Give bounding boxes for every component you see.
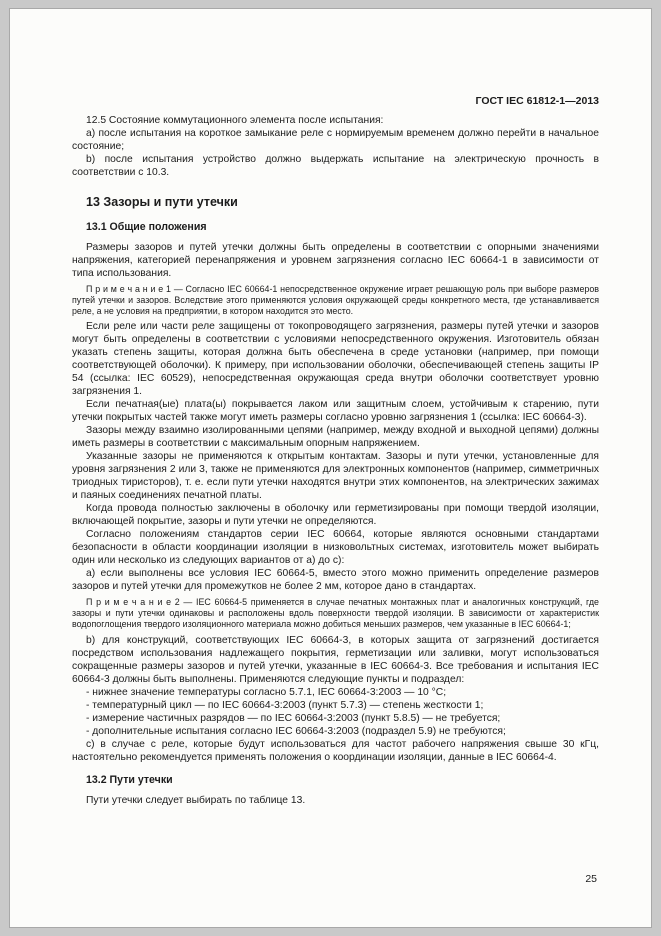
document-page: [9, 8, 652, 928]
paragraph: b) после испытания устройство должно выдержать испытание на электрическую прочность в соответствии с 10.3.: [72, 154, 599, 178]
paragraph: Зазоры между взаимно изолированными цепями (например, между входной и выходной цепями) должны иметь размеры в соответствии с максимальным опорным напряжением.: [72, 425, 599, 450]
paragraph: 12.5 Состояние коммутационного элемента после испытания:: [86, 115, 384, 126]
note: П р и м е ч а н и е 2 — IEC 60664-5 применяется в случае печатных монтажных плат и аналогичных конструкций, где зазоры и пути утечки одинаковы и расположены вдоль поверхности твердой изоляции. В зависимости от характеристик водопоглощения твердого изоляционного материала можно добиться меньших размеров, чем указанные в IEC 60664-1;: [72, 597, 599, 629]
page-number: 25: [585, 873, 597, 885]
paragraph: a) если выполнены все условия IEC 60664-5, вместо этого можно применить определение размеров зазоров и путей утечки для промежутков не более 2 мм, которое дано в стандартах.: [72, 568, 599, 593]
paragraph: Когда провода полностью заключены в оболочку или герметизированы при помощи твердой изоляции, включающей покрытие, зазоры и пути утечки не определяются.: [72, 503, 599, 528]
list-item: - температурный цикл — по IEC 60664-3:2003 (пункт 5.7.3) — степень жесткости 1;: [86, 699, 484, 711]
paragraph: Если печатная(ые) плата(ы) покрывается лаком или защитным слоем, устойчивым к старению, пути утечки покрытых частей также могут иметь размеры согласно уровню загрязнения 1 (ссылка: IEC 60664-3).: [72, 399, 599, 424]
section-heading: 13 Зазоры и пути утечки: [86, 195, 238, 209]
note: П р и м е ч а н и е 1 — Согласно IEC 60664-1 непосредственное окружение играет решающую роль при выборе размеров путей утечки и зазоров. Вследствие этого применяются условия окружающей среды конкретного места, где устанавливается реле, а не условия на предприятии, в котором находится это место.: [72, 284, 599, 316]
paragraph: Согласно положениям стандартов серии IEC 60664, которые являются основными стандартами безопасности в области координации изоляции в низковольтных системах, изготовитель может выбирать один или несколько из следующих вариантов от a) до c):: [72, 529, 599, 567]
list-item: - измерение частичных разрядов — по IEC 60664-3:2003 (пункт 5.8.5) — не требуется;: [86, 712, 501, 724]
subsection-heading: 13.2 Пути утечки: [86, 773, 173, 786]
paragraph: c) в случае с реле, которые будут использоваться для частот рабочего напряжения свыше 30 кГц, настоятельно рекомендуется применять положения о координации изоляции, данные в IEC 60664-4.: [72, 738, 599, 763]
paragraph: Указанные зазоры не применяются к открытым контактам. Зазоры и пути утечки, установленные для уровня загрязнения 2 или 3, также не применяются для электронных компонентов (например, симметричных триодных тиристоров), т. е. если пути утечки находятся внутри этих компонентов, на электрических зажимах и паяных соединениях печатной платы.: [72, 451, 599, 502]
document-code: ГОСТ IEC 61812-1—2013: [475, 95, 599, 107]
list-item: - дополнительные испытания согласно IEC 60664-3:2003 (подраздел 5.9) не требуются;: [86, 725, 506, 737]
paragraph: Пути утечки следует выбирать по таблице 13.: [86, 794, 306, 806]
document-content: [72, 95, 599, 807]
paragraph: Если реле или части реле защищены от токопроводящего загрязнения, размеры путей утечки и зазоров могут быть определены в соответствии с условиями непосредственного окружения. Изготовитель обязан указать степень защиты, которая должна быть обеспечена в среде установки (например, при помощи соответствующей оболочки). К примеру, при использовании оболочки, обеспечивающей степень защиты IP 54 (ссылка: IEC 60529), непосредственная окружающая среда внутри оболочки соответствует уровню загрязнения 1.: [72, 321, 599, 398]
paragraph: b) для конструкций, соответствующих IEC 60664-3, в которых защита от загрязнений достигается посредством использования надлежащего покрытия, герметизации или заливки, могут использоваться сокращенные размеры зазоров и путей утечки, указанные в IEC 60664-3. Все требования и испытания IEC 60664-3 должны быть выполнены. Применяются следующие пункты и подраздел:: [72, 634, 599, 685]
paragraph: Размеры зазоров и путей утечки должны быть определены в соответствии с опорными значениями напряжения, категорией перенапряжения и уровнем загрязнения согласно IEC 60664-1 в зависимости от типа использования.: [72, 242, 599, 279]
page-header: [72, 95, 599, 107]
paragraph: a) после испытания на короткое замыкание реле с нормируемым временем должно перейти в начальное состояние;: [72, 128, 599, 152]
subsection-heading: 13.1 Общие положения: [86, 221, 207, 233]
list-item: - нижнее значение температуры согласно 5.7.1, IEC 60664-3:2003 — 10 °C;: [86, 686, 447, 698]
